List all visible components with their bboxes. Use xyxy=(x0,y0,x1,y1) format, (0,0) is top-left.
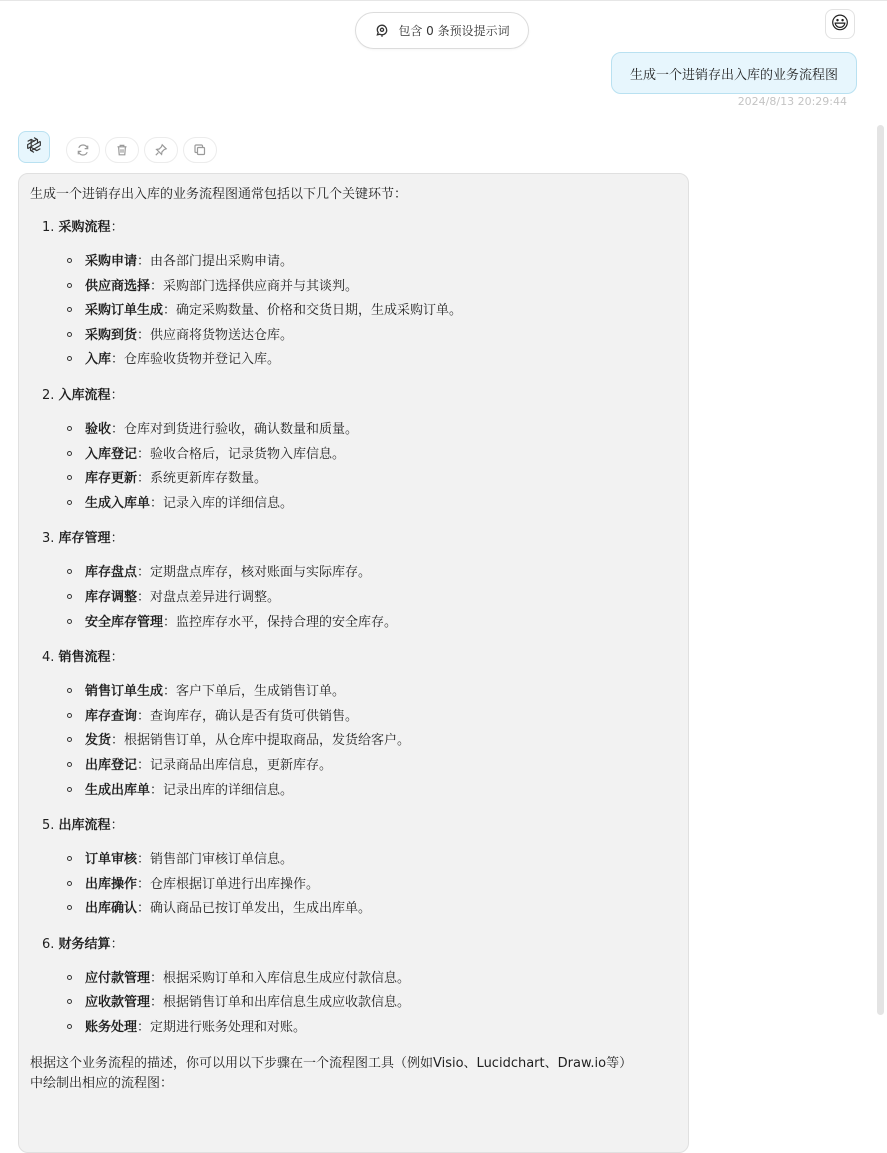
item-separator: ： xyxy=(137,1020,151,1036)
item-term: 库存盘点 xyxy=(85,565,138,581)
circle-bullet-icon xyxy=(67,762,72,767)
section-number: 4. xyxy=(42,650,55,666)
list-item xyxy=(30,588,676,613)
item-description: 系统更新库存数量。 xyxy=(150,471,268,487)
item-term: 生成出库单 xyxy=(85,782,151,798)
item-separator: ： xyxy=(163,684,177,700)
item-separator: ： xyxy=(150,970,164,986)
list-item xyxy=(30,469,676,494)
item-separator: ： xyxy=(137,852,151,868)
top-divider xyxy=(0,0,887,1)
circle-bullet-icon xyxy=(67,856,72,861)
section-title xyxy=(30,529,676,548)
pin-button[interactable] xyxy=(144,137,178,163)
list-item xyxy=(30,850,676,875)
circle-bullet-icon xyxy=(67,356,72,361)
item-separator: ： xyxy=(137,471,151,487)
item-separator: ： xyxy=(137,876,151,892)
list-item xyxy=(30,993,676,1018)
item-term: 安全库存管理 xyxy=(85,614,164,630)
section-number: 6. xyxy=(42,936,55,952)
list-item xyxy=(30,781,676,806)
user-message-bubble xyxy=(611,52,857,94)
item-description: 监控库存水平，保持合理的安全库存。 xyxy=(176,614,398,630)
circle-bullet-icon xyxy=(67,688,72,693)
circle-bullet-icon xyxy=(67,475,72,480)
section-title-text: 财务结算 xyxy=(58,936,111,952)
item-term: 库存查询 xyxy=(85,708,138,724)
delete-button[interactable] xyxy=(105,137,139,163)
item-separator: ： xyxy=(111,352,125,368)
item-description: 仓库根据订单进行出库操作。 xyxy=(150,876,320,892)
circle-bullet-icon xyxy=(67,999,72,1004)
circle-bullet-icon xyxy=(67,451,72,456)
item-description: 确认商品已按订单发出，生成出库单。 xyxy=(150,901,372,917)
item-term: 入库 xyxy=(85,352,112,368)
item-separator: ： xyxy=(150,782,164,798)
section-title-colon: ： xyxy=(110,650,124,666)
item-separator: ： xyxy=(137,327,151,343)
bot-outro-line: 中绘制出相应的流程图： xyxy=(30,1075,174,1091)
process-sections xyxy=(30,218,676,1043)
item-term: 出库确认 xyxy=(85,901,138,917)
circle-bullet-icon xyxy=(67,500,72,505)
item-separator: ： xyxy=(137,446,151,462)
circle-bullet-icon xyxy=(67,569,72,574)
item-separator: ： xyxy=(137,708,151,724)
section-title-text: 入库流程 xyxy=(58,387,111,403)
circle-bullet-icon xyxy=(67,787,72,792)
item-separator: ： xyxy=(137,901,151,917)
item-term: 库存更新 xyxy=(85,471,138,487)
circle-bullet-icon xyxy=(67,426,72,431)
process-section xyxy=(30,218,676,375)
item-separator: ： xyxy=(111,421,125,437)
item-term: 采购申请 xyxy=(85,254,138,269)
circle-bullet-icon xyxy=(67,1024,72,1029)
process-section xyxy=(30,935,676,1043)
item-separator: ： xyxy=(137,565,151,581)
user-message-timestamp: 2024/8/13 20:29:44 xyxy=(737,95,847,108)
user-message-text: 生成一个进销存出入库的业务流程图 xyxy=(629,67,838,83)
delete-icon xyxy=(115,143,129,157)
item-separator: ： xyxy=(150,995,164,1011)
process-section xyxy=(30,816,676,924)
section-number: 2. xyxy=(42,387,55,403)
item-separator: ： xyxy=(137,757,151,773)
list-item xyxy=(30,875,676,900)
item-description: 仓库对到货进行验收，确认数量和质量。 xyxy=(124,421,359,437)
section-item-list xyxy=(30,850,676,924)
section-title xyxy=(30,218,676,237)
item-term: 出库操作 xyxy=(85,876,138,892)
list-item xyxy=(30,899,676,924)
circle-bullet-icon xyxy=(67,332,72,337)
section-item-list xyxy=(30,563,676,637)
list-item xyxy=(30,969,676,994)
regenerate-button[interactable] xyxy=(66,137,100,163)
section-title-text: 销售流程 xyxy=(58,650,111,666)
item-term: 出库登记 xyxy=(85,757,138,773)
item-term: 订单审核 xyxy=(85,852,138,868)
item-term: 账务处理 xyxy=(85,1020,138,1036)
preset-prompts-label: 包含 0 条预设提示词 xyxy=(398,24,510,38)
item-separator: ： xyxy=(111,733,125,749)
item-term: 库存调整 xyxy=(85,589,138,605)
section-title-colon: ： xyxy=(110,387,124,403)
item-description: 销售部门审核订单信息。 xyxy=(150,852,294,868)
bot-outro-line: 根据这个业务流程的描述，你可以用以下步骤在一个流程图工具（例如Visio、Lucidchart、Draw.io等） xyxy=(30,1055,633,1071)
list-item xyxy=(30,613,676,638)
item-term: 应付款管理 xyxy=(85,970,151,986)
section-title-colon: ： xyxy=(110,220,124,235)
section-title-colon: ： xyxy=(110,818,124,834)
item-description: 定期进行账务处理和对账。 xyxy=(150,1020,307,1036)
process-section xyxy=(30,529,676,637)
circle-bullet-icon xyxy=(67,881,72,886)
list-item xyxy=(30,563,676,588)
section-item-list xyxy=(30,420,676,518)
item-separator: ： xyxy=(137,589,151,605)
item-term: 应收款管理 xyxy=(85,995,151,1011)
circle-bullet-icon xyxy=(67,905,72,910)
section-title-colon: ： xyxy=(110,531,124,547)
section-title xyxy=(30,935,676,954)
item-description: 采购部门选择供应商并与其谈判。 xyxy=(163,278,359,294)
item-description: 对盘点差异进行调整。 xyxy=(150,589,281,605)
circle-bullet-icon xyxy=(67,307,72,312)
circle-bullet-icon xyxy=(67,594,72,599)
section-title-text: 采购流程 xyxy=(58,220,111,235)
section-number: 1. xyxy=(42,220,55,235)
item-description: 根据销售订单，从仓库中提取商品，发货给客户。 xyxy=(124,733,411,749)
item-description: 客户下单后，生成销售订单。 xyxy=(176,684,346,700)
circle-bullet-icon xyxy=(67,619,72,624)
bot-avatar xyxy=(18,131,50,163)
section-title-text: 库存管理 xyxy=(58,531,111,547)
list-item xyxy=(30,731,676,756)
item-description: 确定采购数量、价格和交货日期，生成采购订单。 xyxy=(176,303,463,319)
item-description: 记录入库的详细信息。 xyxy=(163,495,294,511)
section-item-list xyxy=(30,682,676,805)
item-description: 验收合格后，记录货物入库信息。 xyxy=(150,446,346,462)
refresh-icon xyxy=(76,143,90,157)
item-description: 由各部门提出采购申请。 xyxy=(150,254,294,269)
message-actions xyxy=(66,137,217,163)
circle-bullet-icon xyxy=(67,975,72,980)
list-item xyxy=(30,277,676,302)
list-item xyxy=(30,420,676,445)
item-term: 销售订单生成 xyxy=(85,684,164,700)
section-title-text: 出库流程 xyxy=(58,818,111,834)
bot-outro-text xyxy=(30,1054,676,1094)
section-title xyxy=(30,648,676,667)
bot-intro-text: 生成一个进销存出入库的业务流程图通常包括以下几个关键环节： xyxy=(30,187,408,202)
list-item xyxy=(30,707,676,732)
item-term: 采购到货 xyxy=(85,327,138,343)
item-description: 根据采购订单和入库信息生成应付款信息。 xyxy=(163,970,411,986)
item-term: 入库登记 xyxy=(85,446,138,462)
pin-icon xyxy=(154,143,168,157)
list-item xyxy=(30,252,676,277)
item-separator: ： xyxy=(163,614,177,630)
item-description: 定期盘点库存，核对账面与实际库存。 xyxy=(150,565,372,581)
item-term: 生成入库单 xyxy=(85,495,151,511)
item-separator: ： xyxy=(150,495,164,511)
process-section xyxy=(30,648,676,805)
section-item-list xyxy=(30,252,676,375)
list-item xyxy=(30,350,676,375)
copy-button[interactable] xyxy=(183,137,217,163)
bot-message-bubble xyxy=(18,173,689,1153)
item-description: 记录商品出库信息，更新库存。 xyxy=(150,757,333,773)
item-term: 验收 xyxy=(85,421,112,437)
item-description: 供应商将货物送达仓库。 xyxy=(150,327,294,343)
item-term: 供应商选择 xyxy=(85,278,151,294)
item-description: 查询库存，确认是否有货可供销售。 xyxy=(150,708,359,724)
item-description: 根据销售订单和出库信息生成应收款信息。 xyxy=(163,995,411,1011)
user-avatar[interactable] xyxy=(825,9,855,39)
circle-bullet-icon xyxy=(67,283,72,288)
item-term: 采购订单生成 xyxy=(85,303,164,319)
item-separator: ： xyxy=(137,254,151,269)
circle-bullet-icon xyxy=(67,258,72,263)
section-title-colon: ： xyxy=(110,936,124,952)
item-description: 仓库验收货物并登记入库。 xyxy=(124,352,281,368)
list-item xyxy=(30,494,676,519)
copy-icon xyxy=(193,143,207,157)
item-separator: ： xyxy=(150,278,164,294)
process-section xyxy=(30,386,676,518)
list-item xyxy=(30,326,676,351)
item-separator: ： xyxy=(163,303,177,319)
item-term: 发货 xyxy=(85,733,112,749)
section-title xyxy=(30,386,676,405)
list-item xyxy=(30,756,676,781)
openai-logo-icon xyxy=(24,135,44,159)
item-description: 记录出库的详细信息。 xyxy=(163,782,294,798)
list-item xyxy=(30,445,676,470)
list-item xyxy=(30,301,676,326)
section-number: 3. xyxy=(42,531,55,547)
list-item xyxy=(30,682,676,707)
smiley-icon: 😃 xyxy=(830,13,850,34)
section-number: 5. xyxy=(42,818,55,834)
circle-bullet-icon xyxy=(67,737,72,742)
section-title xyxy=(30,816,676,835)
preset-prompts-button[interactable] xyxy=(355,12,529,49)
brain-prompt-icon xyxy=(374,23,390,39)
scrollbar[interactable] xyxy=(877,125,884,1015)
section-item-list xyxy=(30,969,676,1043)
list-item xyxy=(30,1018,676,1043)
circle-bullet-icon xyxy=(67,713,72,718)
